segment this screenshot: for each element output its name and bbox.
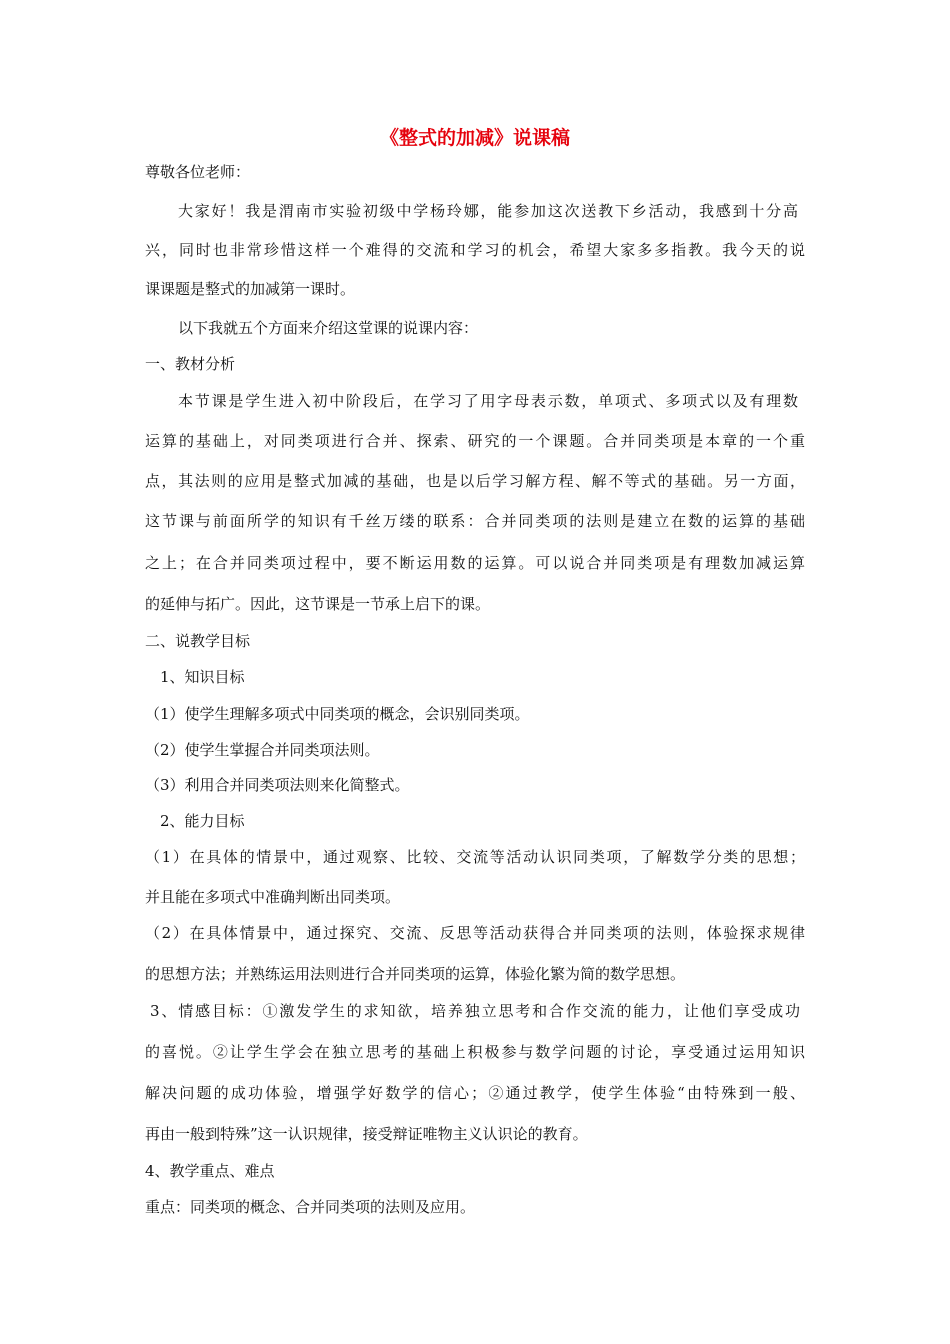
paragraph-line: 课课题是整式的加减第一课时。 [145,280,356,298]
list-item-continued: 的思想方法；并熟练运用法则进行合并同类项的运算，体验化繁为简的数学思想。 [145,965,686,983]
paragraph-line: 大家好！我是渭南市实验初级中学杨玲娜，能参加这次送教下乡活动，我感到十分高 [178,202,798,220]
section-heading: 二、说教学目标 [145,632,251,650]
paragraph-line: 之上；在合并同类项过程中，要不断运用数的运算。可以说合并同类项是有理数加减运算 [145,554,805,572]
subsection-heading: 1、知识目标 [160,668,245,686]
section-heading: 一、教材分析 [145,355,236,373]
subsection-heading: 2、能力目标 [160,812,245,830]
document-title: 《整式的加减》说课稿 [379,127,570,149]
list-item: （2）使学生掌握合并同类项法则。 [145,741,380,759]
list-item: （3）利用合并同类项法则来化简整式。 [145,776,410,794]
section-heading: 4、教学重点、难点 [145,1162,275,1180]
paragraph-line: 以下我就五个方面来介绍这堂课的说课内容： [178,319,479,337]
paragraph-line: 解决问题的成功体验，增强学好数学的信心；②通过教学，使学生体验“由特殊到一般、 [145,1084,805,1102]
salutation: 尊敬各位老师： [145,163,251,181]
list-item: （1）使学生理解多项式中同类项的概念，会识别同类项。 [145,705,530,723]
list-item-continued: 并且能在多项式中准确判断出同类项。 [145,888,401,906]
paragraph-line: 3、情感目标：①激发学生的求知欲，培养独立思考和合作交流的能力，让他们享受成功 [150,1002,800,1020]
list-item: （1）在具体的情景中，通过观察、比较、交流等活动认识同类项，了解数学分类的思想； [145,848,805,866]
paragraph-line: 本节课是学生进入初中阶段后，在学习了用字母表示数，单项式、多项式以及有理数 [178,392,798,410]
paragraph-line: 点，其法则的应用是整式加减的基础，也是以后学习解方程、解不等式的基础。另一方面， [145,472,805,490]
paragraph-line: 重点：同类项的概念、合并同类项的法则及应用。 [145,1198,476,1216]
paragraph-line: 再由一般到特殊”这一认识规律，接受辩证唯物主义认识论的教育。 [145,1125,588,1143]
paragraph-line: 运算的基础上，对同类项进行合并、探索、研究的一个课题。合并同类项是本章的一个重 [145,432,805,450]
paragraph-line: 的延伸与拓广。因此，这节课是一节承上启下的课。 [145,595,491,613]
list-item: （2）在具体情景中，通过探究、交流、反思等活动获得合并同类项的法则，体验探求规律 [145,924,805,942]
paragraph-line: 这节课与前面所学的知识有千丝万缕的联系：合并同类项的法则是建立在数的运算的基础 [145,512,805,530]
paragraph-line: 兴，同时也非常珍惜这样一个难得的交流和学习的机会，希望大家多多指教。我今天的说 [145,241,805,259]
paragraph-line: 的喜悦。②让学生学会在独立思考的基础上积极参与数学问题的讨论，享受通过运用知识 [145,1043,805,1061]
